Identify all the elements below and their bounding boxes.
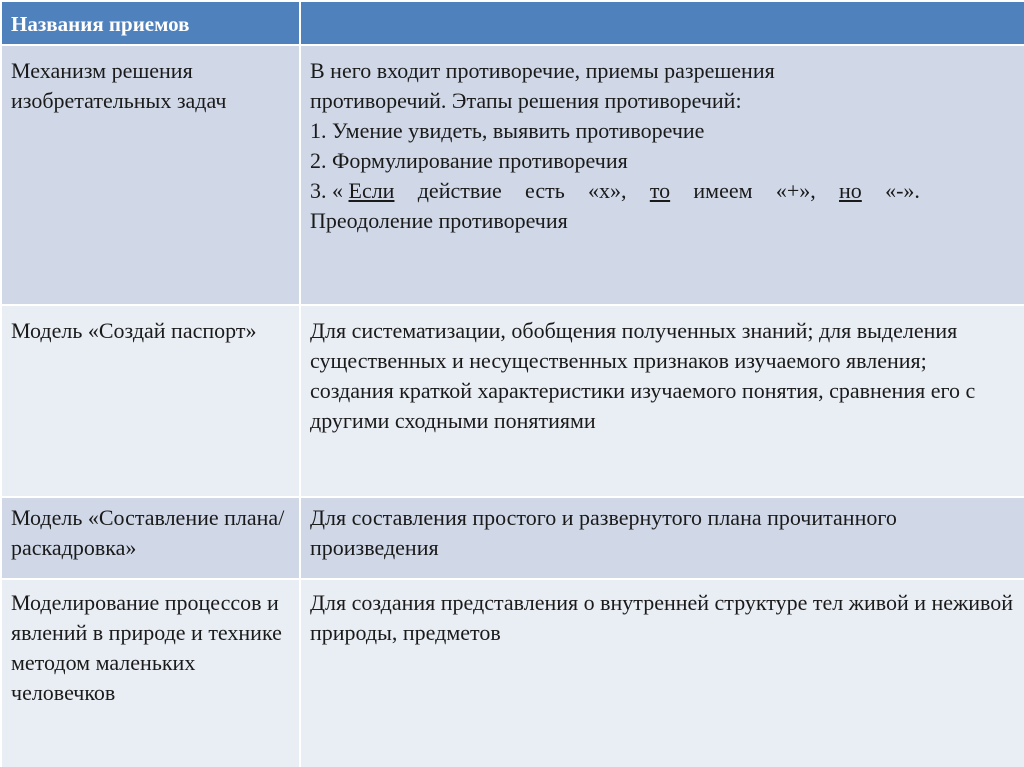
- step-3-part: есть: [525, 178, 565, 203]
- method-description: [300, 45, 1024, 305]
- step-3: [310, 176, 920, 206]
- table-row: [1, 45, 1024, 305]
- method-description: Для создания представления о внутренней структуре тел живой и неживой природы, предметов: [300, 579, 1024, 767]
- table-row: [1, 497, 1024, 579]
- step-3-part: «-».: [885, 178, 920, 203]
- desc-line: противоречий. Этапы решения противоречий:: [310, 88, 742, 113]
- method-name: Механизм решения изобретательных задач: [1, 45, 300, 305]
- table-row: [1, 305, 1024, 497]
- step-3-part: действие: [417, 178, 502, 203]
- step-3-part: «+»,: [775, 178, 816, 203]
- method-name: Моделирование процессов и явлений в природе и технике методом маленьких человечков: [1, 579, 300, 767]
- step-1: 1. Умение увидеть, выявить противоречие: [310, 118, 705, 143]
- step-3-part: то: [649, 178, 671, 203]
- step-2: 2. Формулирование противоречия: [310, 148, 628, 173]
- table-header-row: [1, 1, 1024, 45]
- step-3-end: Преодоление противоречия: [310, 208, 568, 233]
- step-3-part: но: [839, 178, 862, 203]
- step-3-part: «х»,: [588, 178, 627, 203]
- method-name: Модель «Составление плана/раскадровка»: [1, 497, 300, 579]
- method-description: Для систематизации, обобщения полученных знаний; для выделения существенных и несущественных признаков изучаемого явления; создания краткой характеристики изучаемого понятия, сравнения его с другими сходными понятиями: [300, 305, 1024, 497]
- step-3-part: 3. « Если: [310, 178, 395, 203]
- method-description: Для составления простого и развернутого плана прочитанного произведения: [300, 497, 1024, 579]
- desc-line: В него входит противоречие, приемы разрешения: [310, 58, 775, 83]
- header-methods-name: Названия приемов: [1, 1, 300, 45]
- table-row: [1, 579, 1024, 767]
- step-3-part: имеем: [693, 178, 753, 203]
- method-name: Модель «Создай паспорт»: [1, 305, 300, 497]
- header-description: [300, 1, 1024, 45]
